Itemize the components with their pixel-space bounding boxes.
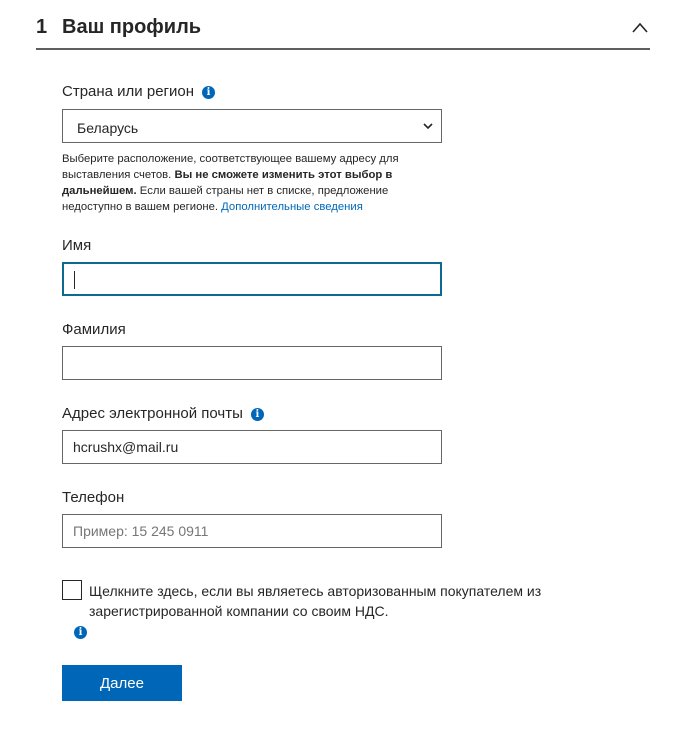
first-name-input[interactable] bbox=[63, 263, 441, 295]
chevron-up-icon[interactable] bbox=[630, 18, 650, 38]
country-label: Страна или регион bbox=[62, 83, 195, 100]
country-label-row bbox=[62, 83, 215, 100]
first-name-field[interactable] bbox=[62, 262, 442, 296]
info-icon[interactable]: i bbox=[74, 626, 87, 639]
phone-label: Телефон bbox=[62, 489, 125, 506]
next-button[interactable]: Далее bbox=[62, 665, 182, 701]
text-cursor bbox=[74, 271, 75, 289]
help-warning: Вы не сможете изменить этот выбор в дальнейшем. bbox=[62, 169, 393, 197]
last-name-field[interactable] bbox=[62, 346, 442, 380]
last-name-label: Фамилия bbox=[62, 321, 126, 338]
help-text-more: Если вашей страны нет в списке, предложение недоступно в вашем регионе. bbox=[62, 185, 389, 213]
first-name-label: Имя bbox=[62, 237, 92, 254]
phone-field[interactable] bbox=[62, 514, 442, 548]
vat-checkbox[interactable] bbox=[62, 580, 82, 600]
country-select[interactable] bbox=[62, 109, 442, 143]
vat-checkbox-label[interactable]: Щелкните здесь, если вы являетесь авторизованным покупателем из зарегистрированной компании со своим НДС. bbox=[89, 583, 542, 619]
country-help-text bbox=[62, 151, 422, 215]
email-field[interactable] bbox=[62, 430, 442, 464]
info-icon[interactable]: i bbox=[202, 86, 215, 99]
more-info-link[interactable]: Дополнительные сведения bbox=[221, 201, 363, 213]
email-label-row bbox=[62, 405, 264, 422]
info-icon[interactable]: i bbox=[251, 408, 264, 421]
step-number: 1 bbox=[36, 16, 48, 38]
section-header bbox=[36, 14, 650, 50]
section-title: Ваш профиль bbox=[62, 16, 202, 38]
chevron-down-icon bbox=[423, 121, 433, 131]
last-name-input[interactable] bbox=[63, 347, 441, 379]
email-input[interactable] bbox=[63, 431, 441, 463]
country-value: Беларусь bbox=[77, 120, 139, 136]
phone-input[interactable] bbox=[63, 515, 441, 547]
help-text: Выберите расположение, соответствующее вашему адресу для выставления счетов. bbox=[62, 153, 399, 181]
email-label: Адрес электронной почты bbox=[62, 405, 243, 422]
